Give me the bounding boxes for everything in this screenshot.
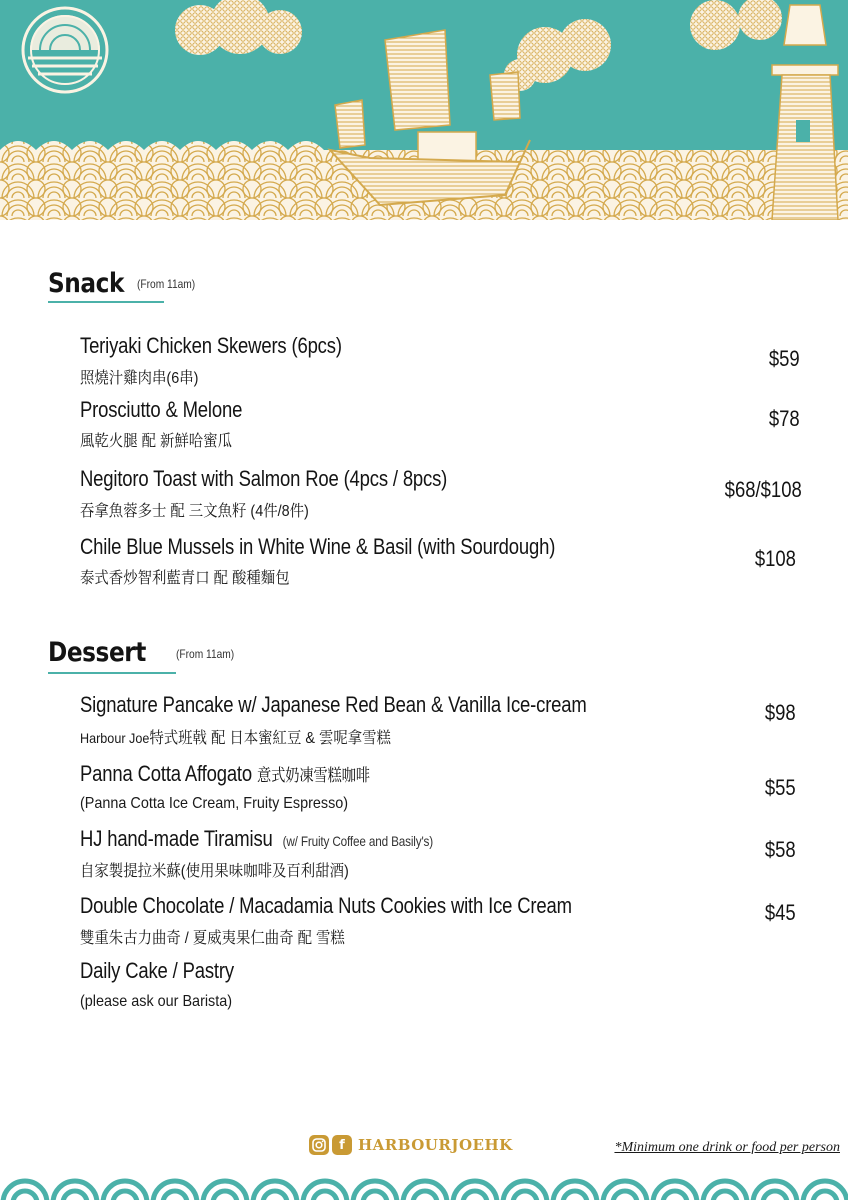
- section-time-note: (From 11am): [137, 277, 196, 291]
- section-underline: [48, 301, 164, 303]
- menu-item-chinese: 自家製提拉米蘇(使用果味咖啡及百利甜酒): [80, 863, 349, 880]
- menu-item-price: $78: [769, 406, 800, 431]
- menu-item-name-en: Panna Cotta Affogato: [80, 761, 253, 786]
- minimum-order-note: *Minimum one drink or food per person: [614, 1140, 840, 1155]
- wave-pattern-decoration: [0, 1163, 848, 1200]
- cloud-icon: [504, 19, 611, 91]
- section-title: Dessert: [48, 637, 146, 668]
- menu-item-description: (Panna Cotta Ice Cream, Fruity Espresso): [80, 795, 349, 812]
- logo-icon: [23, 8, 107, 92]
- menu-item-subtitle: [80, 725, 391, 748]
- menu-item-name: Double Chocolate / Macadamia Nuts Cookies with Ice Cream: [80, 893, 572, 918]
- junk-ship-icon: [330, 30, 530, 205]
- menu-item-name: Teriyaki Chicken Skewers (6pcs): [80, 333, 342, 358]
- menu-item-chinese: 雙重朱古力曲奇 / 夏威夷果仁曲奇 配 雪糕: [80, 930, 345, 947]
- instagram-icon[interactable]: [309, 1135, 329, 1155]
- harbour-scene-illustration: [0, 0, 848, 220]
- menu-item-name-en: HJ hand-made Tiramisu: [80, 826, 273, 851]
- menu-item-chinese: 風乾火腿 配 新鮮哈蜜瓜: [80, 433, 233, 450]
- brand-name: Harbour Joe: [80, 730, 150, 746]
- menu-item-price: $55: [765, 775, 796, 800]
- footer-wave-border: [0, 1163, 848, 1200]
- facebook-icon[interactable]: f: [332, 1135, 352, 1155]
- menu-item-chinese: 吞拿魚蓉多士 配 三文魚籽 (4件/8件): [80, 503, 309, 520]
- section-underline: [48, 672, 176, 674]
- menu-item-name: Prosciutto & Melone: [80, 397, 243, 422]
- cloud-icon: [175, 0, 302, 55]
- menu-item-price: $45: [765, 900, 796, 925]
- header-banner: [0, 0, 848, 220]
- menu-item-name: Negitoro Toast with Salmon Roe (4pcs / 8pcs): [80, 466, 448, 491]
- menu-item-chinese: 特式班戟 配 日本蜜紅豆 & 雲呢拿雪糕: [149, 730, 391, 747]
- menu-item-price: $68/$108: [724, 477, 802, 502]
- menu-item-name-chinese: 意式奶凍雪糕咖啡: [256, 766, 370, 785]
- menu-item-name: [80, 761, 370, 787]
- menu-item-price: $59: [769, 346, 800, 371]
- menu-item-name: [80, 826, 433, 852]
- menu-item-name: Chile Blue Mussels in White Wine & Basil (with Sourdough): [80, 534, 556, 559]
- menu-item-name: Signature Pancake w/ Japanese Red Bean & Vanilla Ice-cream: [80, 692, 587, 717]
- menu-item-name-note: (w/ Fruity Coffee and Basily's): [282, 833, 433, 849]
- section-time-note: (From 11am): [176, 647, 235, 661]
- social-handle[interactable]: [309, 1134, 513, 1156]
- menu-item-chinese: 泰式香炒智利藍青口 配 酸種麵包: [80, 570, 290, 587]
- menu-item-price: $108: [754, 546, 796, 571]
- menu-item-name: Daily Cake / Pastry: [80, 958, 234, 983]
- menu-item-description: (please ask our Barista): [80, 993, 233, 1010]
- menu-item-chinese: 照燒汁雞肉串(6串): [80, 370, 199, 387]
- lighthouse-icon: [772, 5, 838, 220]
- menu-item-price: $98: [765, 700, 796, 725]
- cloud-icon: [690, 0, 782, 50]
- social-handle-text[interactable]: HARBOURJOEHK: [358, 1136, 513, 1154]
- section-title: Snack: [48, 268, 124, 299]
- menu-item-price: $58: [765, 837, 796, 862]
